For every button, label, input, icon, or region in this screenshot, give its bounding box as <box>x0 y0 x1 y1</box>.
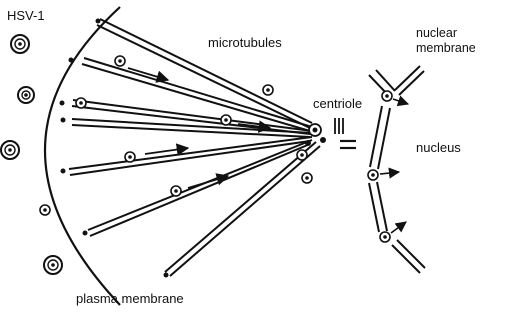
nuclear-membrane-label-line2: membrane <box>416 41 476 55</box>
microtubule-6 <box>88 140 312 236</box>
arrow-icon <box>393 99 408 104</box>
virion-icon <box>40 205 50 215</box>
capsid-icon <box>382 91 392 101</box>
centriole-label: centriole <box>313 96 363 111</box>
plasma-membrane-label: plasma membrane <box>76 291 184 306</box>
capsid-icon <box>380 232 390 242</box>
microtubule-bundle <box>69 19 320 276</box>
capsid-4 <box>221 115 231 125</box>
arrow-icon <box>145 148 188 154</box>
capsid-3 <box>76 98 86 108</box>
capsid-icon <box>368 170 378 180</box>
virion-icon <box>11 35 29 53</box>
capsid-8 <box>302 173 312 183</box>
arrow-icon <box>391 222 406 233</box>
nuclear-membrane-label-line1: nuclear <box>416 26 457 40</box>
extracellular-virions <box>1 35 62 274</box>
capsid-5 <box>125 152 135 162</box>
microtubules-label: microtubules <box>208 35 282 50</box>
capsid-7 <box>297 150 307 160</box>
virion-icon <box>1 141 19 159</box>
virion-icon <box>44 256 62 274</box>
capsid-2 <box>263 85 273 95</box>
virus-label: HSV-1 <box>7 8 45 23</box>
triple-bar-mark <box>335 118 343 134</box>
microtubule-7 <box>165 142 320 276</box>
arrow-icon <box>380 172 399 174</box>
nuclear-membrane <box>369 66 425 273</box>
capsid-6 <box>171 186 181 196</box>
equals-sign <box>340 141 356 148</box>
microtubule-5 <box>69 137 312 175</box>
virion-icon <box>18 87 34 103</box>
capsid-1 <box>115 56 125 66</box>
nucleus-label: nucleus <box>416 140 461 155</box>
